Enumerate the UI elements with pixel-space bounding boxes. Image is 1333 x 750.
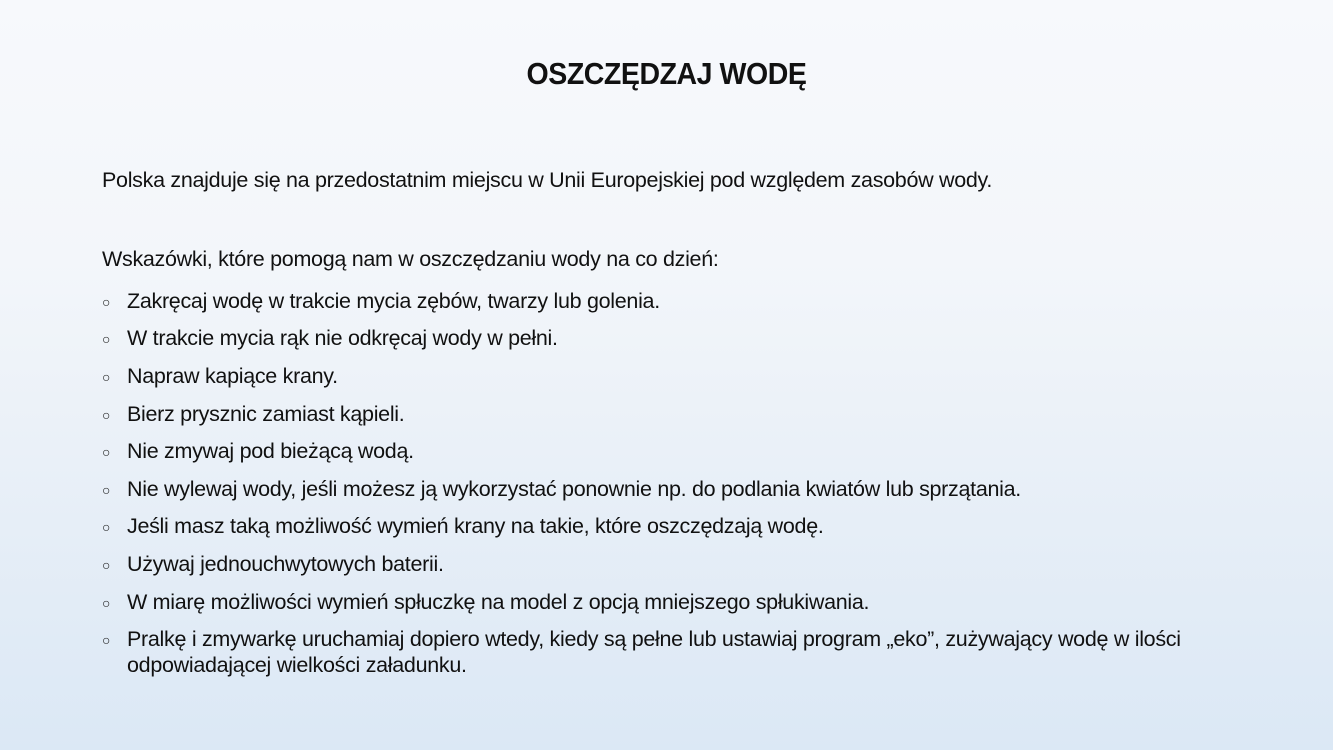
circle-bullet-icon: ○ (102, 368, 111, 385)
circle-bullet-icon: ○ (102, 519, 111, 536)
tips-list (0, 289, 1333, 678)
tip-text: Bierz prysznic zamiast kąpieli. (127, 401, 405, 426)
tip-text: Nie zmywaj pod bieżącą wodą. (127, 439, 414, 464)
list-item (102, 364, 1192, 389)
circle-bullet-icon: ○ (102, 632, 111, 649)
list-item (102, 627, 1192, 677)
list-item (102, 326, 1192, 351)
circle-bullet-icon: ○ (102, 557, 111, 574)
list-item (102, 514, 1192, 539)
tip-text: Jeśli masz taką możliwość wymień krany na takie, które oszczędzają wodę. (127, 514, 824, 539)
list-item (102, 439, 1192, 464)
page-title: OSZCZĘDZAJ WODĘ (526, 56, 807, 91)
tips-heading: Wskazówki, które pomogą nam w oszczędzaniu wody na co dzień: (102, 246, 719, 271)
list-item (102, 552, 1192, 577)
tip-text: Pralkę i zmywarkę uruchamiaj dopiero wtedy, kiedy są pełne lub ustawiaj program „eko”, zużywający wodę w ilości odpowiadającej wielkości załadunku. (127, 627, 1181, 677)
tip-text: Napraw kapiące krany. (127, 363, 338, 388)
list-item (102, 289, 1192, 314)
list-item (102, 477, 1192, 502)
tip-text: Nie wylewaj wody, jeśli możesz ją wykorzystać ponownie np. do podlania kwiatów lub sprzątania. (127, 476, 1021, 501)
tip-text: W miarę możliwości wymień spłuczkę na model z opcją mniejszego spłukiwania. (127, 589, 870, 614)
tip-text: W trakcie mycia rąk nie odkręcaj wody w pełni. (127, 326, 558, 351)
circle-bullet-icon: ○ (102, 444, 111, 461)
circle-bullet-icon: ○ (102, 406, 111, 423)
circle-bullet-icon: ○ (102, 293, 111, 310)
circle-bullet-icon: ○ (102, 481, 111, 498)
list-item (102, 590, 1192, 615)
list-item (102, 402, 1192, 427)
circle-bullet-icon: ○ (102, 594, 111, 611)
tip-text: Używaj jednouchwytowych baterii. (127, 552, 444, 577)
intro-text: Polska znajduje się na przedostatnim miejscu w Unii Europejskiej pod względem zasobów wody. (102, 168, 993, 192)
circle-bullet-icon: ○ (102, 331, 111, 348)
tip-text: Zakręcaj wodę w trakcie mycia zębów, twarzy lub golenia. (127, 288, 660, 313)
